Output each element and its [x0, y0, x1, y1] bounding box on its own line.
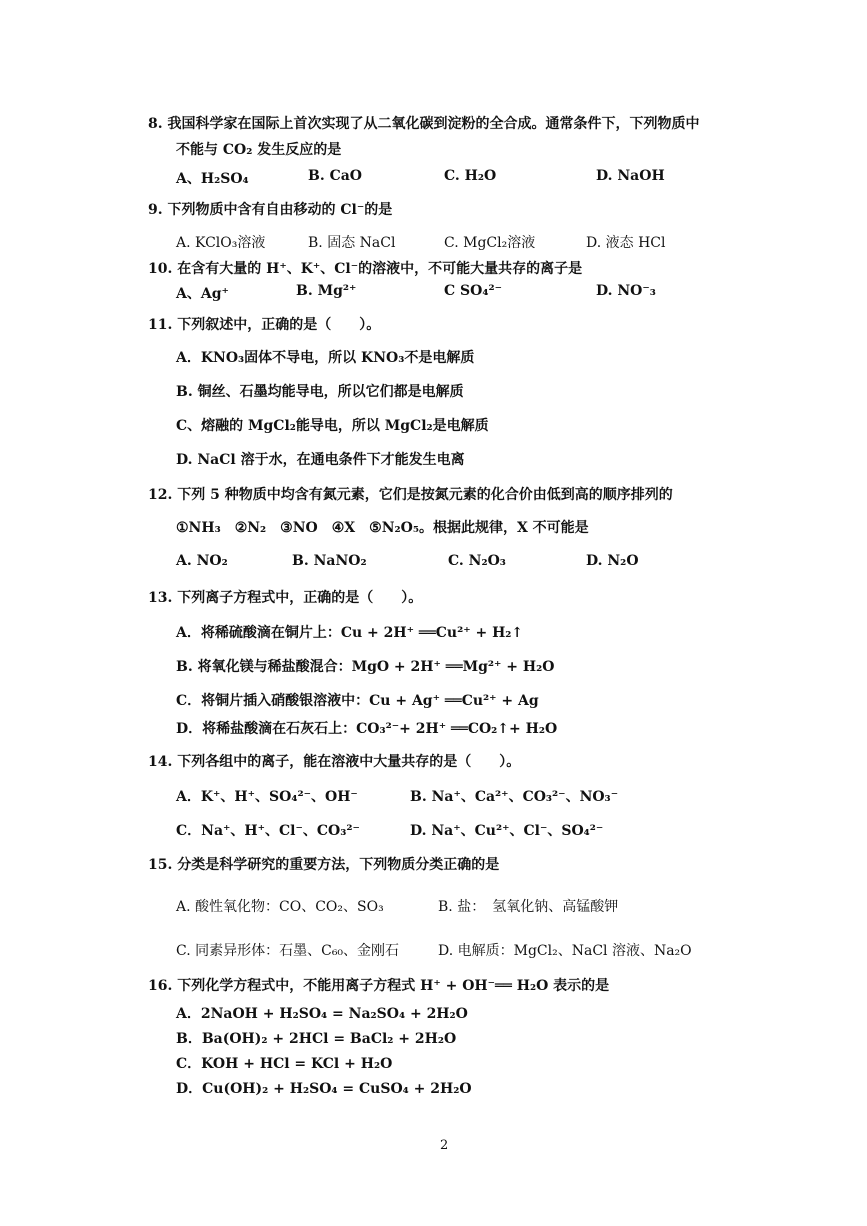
question-8-stem: 8. 我国科学家在国际上首次实现了从二氧化碳到淀粉的全合成。通常条件下，下列物质中: [148, 116, 700, 132]
page-number: 2: [440, 1138, 449, 1153]
question-12-option-c: C. N₂O₃: [448, 553, 506, 569]
question-12-option-a: A. NO₂: [176, 553, 228, 569]
question-10-option-c: C SO₄²⁻: [444, 283, 502, 299]
question-8-stem-2: 不能与 CO₂ 发生反应的是: [176, 142, 342, 158]
question-10-stem: 10. 在含有大量的 H⁺、K⁺、Cl⁻的溶液中，不可能大量共存的离子是: [148, 261, 583, 277]
question-14-option-d: D. Na⁺、Cu²⁺、Cl⁻、SO₄²⁻: [410, 823, 604, 839]
question-14-option-b: B. Na⁺、Ca²⁺、CO₃²⁻、NO₃⁻: [410, 789, 619, 805]
question-11-stem: 11. 下列叙述中，正确的是（ ）。: [148, 317, 381, 333]
question-10-option-a: A、Ag⁺: [176, 286, 229, 302]
question-16-stem: 16. 下列化学方程式中，不能用离子方程式 H⁺ + OH⁻══ H₂O 表示的是: [148, 978, 610, 994]
question-13-line-d: D．将稀盐酸滴在石灰石上：CO₃²⁻+ 2H⁺ ══CO₂↑+ H₂O: [176, 721, 558, 737]
question-15-option-d: D. 电解质：MgCl₂、NaCl 溶液、Na₂O: [438, 943, 692, 959]
question-12-option-d: D. N₂O: [586, 553, 639, 569]
question-15-option-b: B. 盐： 氢氧化钠、高锰酸钾: [438, 899, 619, 915]
question-14-option-c: C．Na⁺、H⁺、Cl⁻、CO₃²⁻: [176, 823, 360, 839]
question-9-option-b: B. 固态 NaCl: [308, 235, 396, 251]
question-8-option-a: A、H₂SO₄: [176, 171, 249, 187]
question-10-option-d: D. NO⁻₃: [596, 283, 656, 299]
question-15-option-a: A. 酸性氧化物：CO、CO₂、SO₃: [176, 899, 384, 915]
question-12-stem-2: ①NH₃ ②N₂ ③NO ④X ⑤N₂O₅。根据此规律，X 不可能是: [176, 520, 589, 536]
question-9-option-a: A. KClO₃溶液: [176, 235, 266, 251]
question-16-line-c: C．KOH + HCl = KCl + H₂O: [176, 1056, 393, 1072]
question-16-line-d: D．Cu(OH)₂ + H₂SO₄ = CuSO₄ + 2H₂O: [176, 1081, 472, 1097]
question-14-stem: 14. 下列各组中的离子，能在溶液中大量共存的是（ ）。: [148, 754, 521, 770]
question-13-line-c: C．将铜片插入硝酸银溶液中：Cu + Ag⁺ ══Cu²⁺ + Ag: [176, 693, 539, 709]
question-11-line-d: D. NaCl 溶于水，在通电条件下才能发生电离: [176, 452, 465, 468]
question-13-line-b: B. 将氧化镁与稀盐酸混合：MgO + 2H⁺ ══Mg²⁺ + H₂O: [176, 659, 555, 675]
question-9-option-c: C. MgCl₂溶液: [444, 235, 536, 251]
question-13-stem: 13. 下列离子方程式中，正确的是（ ）。: [148, 590, 423, 606]
question-13-line-a: A．将稀硫酸滴在铜片上：Cu + 2H⁺ ══Cu²⁺ + H₂↑: [176, 625, 524, 641]
question-8-option-d: D. NaOH: [596, 168, 665, 184]
question-11-line-a: A．KNO₃固体不导电，所以 KNO₃不是电解质: [176, 350, 475, 366]
question-16-line-a: A．2NaOH + H₂SO₄ = Na₂SO₄ + 2H₂O: [176, 1006, 468, 1022]
question-12-stem: 12. 下列 5 种物质中均含有氮元素，它们是按氮元素的化合价由低到高的顺序排列的: [148, 487, 673, 503]
question-15-stem: 15. 分类是科学研究的重要方法，下列物质分类正确的是: [148, 857, 500, 873]
question-14-option-a: A．K⁺、H⁺、SO₄²⁻、OH⁻: [176, 789, 358, 805]
question-9-stem: 9. 下列物质中含有自由移动的 Cl⁻的是: [148, 202, 393, 218]
question-9-option-d: D. 液态 HCl: [586, 235, 666, 251]
question-16-line-b: B．Ba(OH)₂ + 2HCl = BaCl₂ + 2H₂O: [176, 1031, 457, 1047]
question-8-option-c: C. H₂O: [444, 168, 497, 184]
question-8-option-b: B. CaO: [308, 168, 362, 184]
question-10-option-b: B. Mg²⁺: [296, 283, 357, 299]
question-15-option-c: C. 同素异形体：石墨、C₆₀、金刚石: [176, 943, 400, 959]
question-11-line-b: B. 铜丝、石墨均能导电，所以它们都是电解质: [176, 384, 464, 400]
question-12-option-b: B. NaNO₂: [292, 553, 367, 569]
question-11-line-c: C、熔融的 MgCl₂能导电，所以 MgCl₂是电解质: [176, 418, 489, 434]
